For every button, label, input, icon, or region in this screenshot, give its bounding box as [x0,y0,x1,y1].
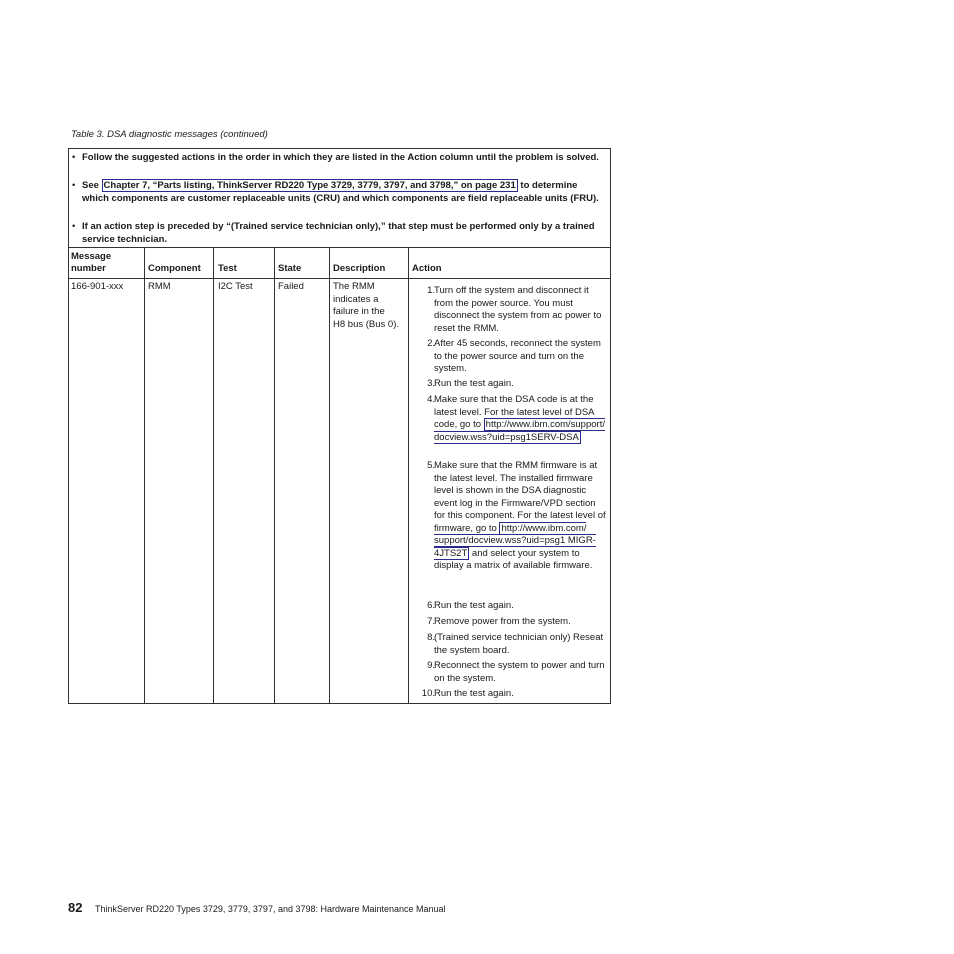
rmm-firmware-link[interactable]: http://www.ibm.com/ support/docview.wss?uid=psg1 MIGR-4JTS2T [434,522,596,559]
table-header [69,248,610,279]
column-divider [213,248,214,703]
column-divider [274,248,275,703]
chapter-7-link[interactable]: Chapter 7, “Parts listing, ThinkServer RD220 Type 3729, 3779, 3797, and 3798,” on page 231 [103,180,516,191]
note-2-post: to determine which components are customer replaceable units (CRU) and which components are field replaceable units (FRU). [82,180,599,204]
cell-state: Failed [278,281,304,292]
note-2-pre: See [82,180,102,191]
column-divider [329,248,330,703]
header-action: Action [412,263,442,274]
footer-title: ThinkServer RD220 Types 3729, 3779, 3797, and 3798: Hardware Maintenance Manual [95,904,446,914]
table-notes [69,149,610,248]
header-test: Test [218,263,237,274]
cell-message-number: 166-901-xxx [71,281,124,292]
dsa-code-link[interactable]: http://www.ibm.com/support/ docview.wss?uid=psg1SERV-DSA [434,419,605,443]
header-message-number: Message number [71,251,112,274]
header-state: State [278,263,302,274]
note-1-text: Follow the suggested actions in the order in which they are listed in the Action column until the problem is solved. [82,152,599,163]
column-divider [144,248,145,703]
header-description: Description [333,263,386,274]
page-number: 82 [68,900,83,915]
diagnostic-table: • Follow the suggested actions in the order in which they are listed in the Action column until the problem is solved. • See Chapter 7, “Parts listing, ThinkServer RD220 Type 3729, 3779, 3797, and 3798,” on page 231 to determine which components are customer replaceable units (CRU) and which components are field replaceable units (FRU). • If an action step is preceded by “(Trained service technician only),” that step must be performed only by a trained service technician. Message number Component Test State Description Action 166-901-xxx RMM I2C Test Failed The RMM indicates a failure in the H8 bus (Bus 0). 1. Turn off the system and disconnect it from the power source. You must disconnect the system from ac power to reset the RMM. 2. After 45 seconds, reconnect the system to the power source and turn on the system. 3. Run the test again. 4. Make sure that the DSA code is at the latest level. For the latest level of DSA code, go to http://www.ibm.com/support/ docview.wss?uid=psg1SERV-DSA 5. Make sure that the RMM firmware is at the latest level. The installed firmware level is shown in the DSA diagnostic event log in the Firmware/VPD section for this component. For the latest level of firmware, go to http://www.ibm.com/ support/docview.wss?uid=psg1 MIGR-4JTS2T and select your system to display a matrix of available firmware. 6. Run the test again. 7. Remove power from the system. 8. (Trained service technician only) Reseat the system board. 9. Reconnect the system to power and turn on the system. 10. Run the test again. [68,148,611,704]
bullet-icon: • [72,221,76,232]
note-3-text: If an action step is preceded by “(Trained service technician only),” that step must be performed only by a trained service technician. [82,221,595,245]
cell-description: The RMM indicates a failure in the H8 bus (Bus 0). [333,281,399,330]
header-component: Component [148,263,201,274]
note-2-text [82,179,606,205]
table-caption: Table 3. DSA diagnostic messages (continued) [71,129,268,140]
bullet-icon: • [72,180,76,191]
bullet-icon: • [72,152,76,163]
column-divider [408,248,409,703]
cell-test: I2C Test [218,281,253,292]
cell-component: RMM [148,281,171,292]
